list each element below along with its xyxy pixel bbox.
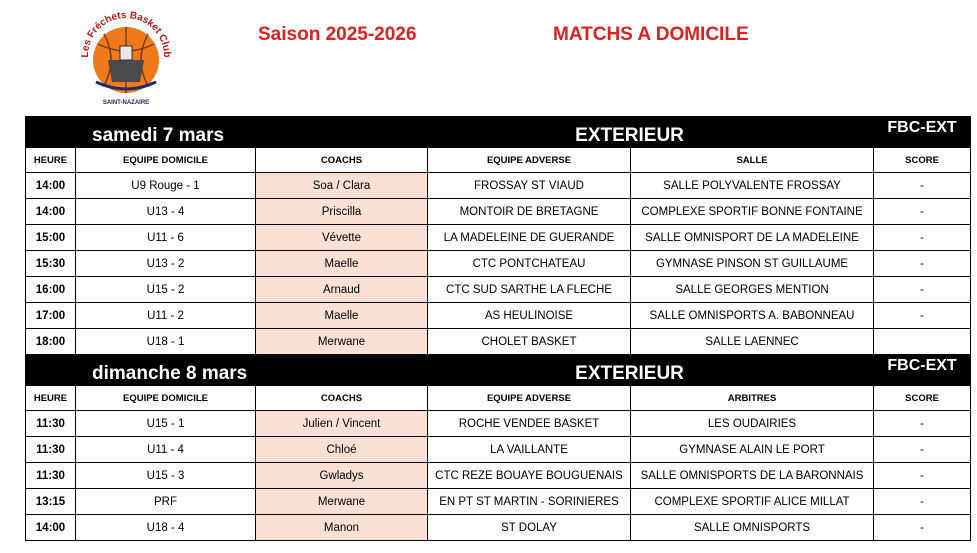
- coach: Maelle: [256, 303, 428, 329]
- col-home-team: EQUIPE DOMICILE: [76, 386, 256, 411]
- opponent: EN PT ST MARTIN - SORINIERES: [428, 489, 631, 515]
- coach: Gwladys: [256, 463, 428, 489]
- score: -: [874, 277, 971, 303]
- col-opponent: EQUIPE ADVERSE: [428, 148, 631, 173]
- opponent: CTC REZE BOUAYE BOUGUENAIS: [428, 463, 631, 489]
- home-team: U18 - 1: [76, 329, 256, 355]
- coach: Maelle: [256, 251, 428, 277]
- opponent: CTC SUD SARTHE LA FLECHE: [428, 277, 631, 303]
- home-team: PRF: [76, 489, 256, 515]
- col-coachs: COACHS: [256, 148, 428, 173]
- col-opponent: EQUIPE ADVERSE: [428, 386, 631, 411]
- location-label: EXTERIEUR: [256, 117, 874, 148]
- score: -: [874, 251, 971, 277]
- coach: Merwane: [256, 329, 428, 355]
- home-team: U15 - 3: [76, 463, 256, 489]
- code-label: FBC-EXT: [874, 355, 971, 386]
- opponent: AS HEULINOISE: [428, 303, 631, 329]
- venue: GYMNASE PINSON ST GUILLAUME: [631, 251, 874, 277]
- table-row: [26, 303, 971, 329]
- table-row: [26, 277, 971, 303]
- table-row: [26, 225, 971, 251]
- day-label: dimanche 8 mars: [26, 355, 256, 386]
- coach: Priscilla: [256, 199, 428, 225]
- table-row: [26, 437, 971, 463]
- col-home-team: EQUIPE DOMICILE: [76, 148, 256, 173]
- col-score: SCORE: [874, 386, 971, 411]
- col-score: SCORE: [874, 148, 971, 173]
- table-row: [26, 199, 971, 225]
- match-time: 13:15: [26, 489, 76, 515]
- table-row: [26, 463, 971, 489]
- score: -: [874, 303, 971, 329]
- venue: SALLE LAENNEC: [631, 329, 874, 355]
- match-time: 16:00: [26, 277, 76, 303]
- score: -: [874, 437, 971, 463]
- match-time: 11:30: [26, 463, 76, 489]
- col-time: HEURE: [26, 386, 76, 411]
- home-team: U11 - 4: [76, 437, 256, 463]
- coach: Manon: [256, 515, 428, 541]
- match-time: 11:30: [26, 411, 76, 437]
- page-title: MATCHS A DOMICILE: [553, 24, 749, 42]
- opponent: ST DOLAY: [428, 515, 631, 541]
- table-row: [26, 489, 971, 515]
- opponent: LA MADELEINE DE GUERANDE: [428, 225, 631, 251]
- column-headers: [26, 148, 971, 173]
- coach: Merwane: [256, 489, 428, 515]
- table-row: [26, 411, 971, 437]
- column-headers: [26, 386, 971, 411]
- home-team: U13 - 2: [76, 251, 256, 277]
- coach: Arnaud: [256, 277, 428, 303]
- home-team: U13 - 4: [76, 199, 256, 225]
- venue: LES OUDAIRIES: [631, 411, 874, 437]
- match-time: 14:00: [26, 199, 76, 225]
- score: -: [874, 463, 971, 489]
- venue: SALLE OMNISPORTS A. BABONNEAU: [631, 303, 874, 329]
- col-time: HEURE: [26, 148, 76, 173]
- coach: Soa / Clara: [256, 173, 428, 199]
- home-team: U18 - 4: [76, 515, 256, 541]
- score: -: [874, 411, 971, 437]
- venue: SALLE POLYVALENTE FROSSAY: [631, 173, 874, 199]
- match-time: 18:00: [26, 329, 76, 355]
- venue: COMPLEXE SPORTIF BONNE FONTAINE: [631, 199, 874, 225]
- score: -: [874, 225, 971, 251]
- day-band: [26, 117, 971, 148]
- logo-subtext: SAINT-NAZAIRE: [102, 100, 150, 106]
- coach: Vévette: [256, 225, 428, 251]
- venue: COMPLEXE SPORTIF ALICE MILLAT: [631, 489, 874, 515]
- opponent: FROSSAY ST VIAUD: [428, 173, 631, 199]
- match-time: 15:00: [26, 225, 76, 251]
- code-label: FBC-EXT: [874, 117, 971, 148]
- home-team: U15 - 2: [76, 277, 256, 303]
- col-salle: SALLE: [631, 148, 874, 173]
- table-row: [26, 173, 971, 199]
- home-team: U11 - 6: [76, 225, 256, 251]
- venue: SALLE OMNISPORTS: [631, 515, 874, 541]
- coach: Julien / Vincent: [256, 411, 428, 437]
- score: [874, 329, 971, 355]
- venue: SALLE OMNISPORT DE LA MADELEINE: [631, 225, 874, 251]
- opponent: LA VAILLANTE: [428, 437, 631, 463]
- match-time: 15:30: [26, 251, 76, 277]
- schedule-table: [25, 116, 971, 541]
- score: -: [874, 199, 971, 225]
- opponent: ROCHE VENDEE BASKET: [428, 411, 631, 437]
- logo-text: Les Fréchets Basket Club: [79, 10, 173, 58]
- season-title: Saison 2025-2026: [258, 24, 417, 42]
- table-row: [26, 329, 971, 355]
- opponent: CTC PONTCHATEAU: [428, 251, 631, 277]
- table-row: [26, 251, 971, 277]
- day-label: samedi 7 mars: [26, 117, 256, 148]
- match-time: 14:00: [26, 173, 76, 199]
- match-time: 14:00: [26, 515, 76, 541]
- score: -: [874, 173, 971, 199]
- score: -: [874, 489, 971, 515]
- location-label: EXTERIEUR: [256, 355, 874, 386]
- day-band: [26, 355, 971, 386]
- opponent: CHOLET BASKET: [428, 329, 631, 355]
- home-team: U11 - 2: [76, 303, 256, 329]
- table-row: [26, 515, 971, 541]
- venue: GYMNASE ALAIN LE PORT: [631, 437, 874, 463]
- coach: Chloé: [256, 437, 428, 463]
- match-time: 17:00: [26, 303, 76, 329]
- club-logo: [78, 10, 174, 108]
- match-time: 11:30: [26, 437, 76, 463]
- col-coachs: COACHS: [256, 386, 428, 411]
- opponent: MONTOIR DE BRETAGNE: [428, 199, 631, 225]
- col-arbitres: ARBITRES: [631, 386, 874, 411]
- home-team: U15 - 1: [76, 411, 256, 437]
- venue: SALLE GEORGES MENTION: [631, 277, 874, 303]
- score: -: [874, 515, 971, 541]
- venue: SALLE OMNISPORTS DE LA BARONNAIS: [631, 463, 874, 489]
- home-team: U9 Rouge - 1: [76, 173, 256, 199]
